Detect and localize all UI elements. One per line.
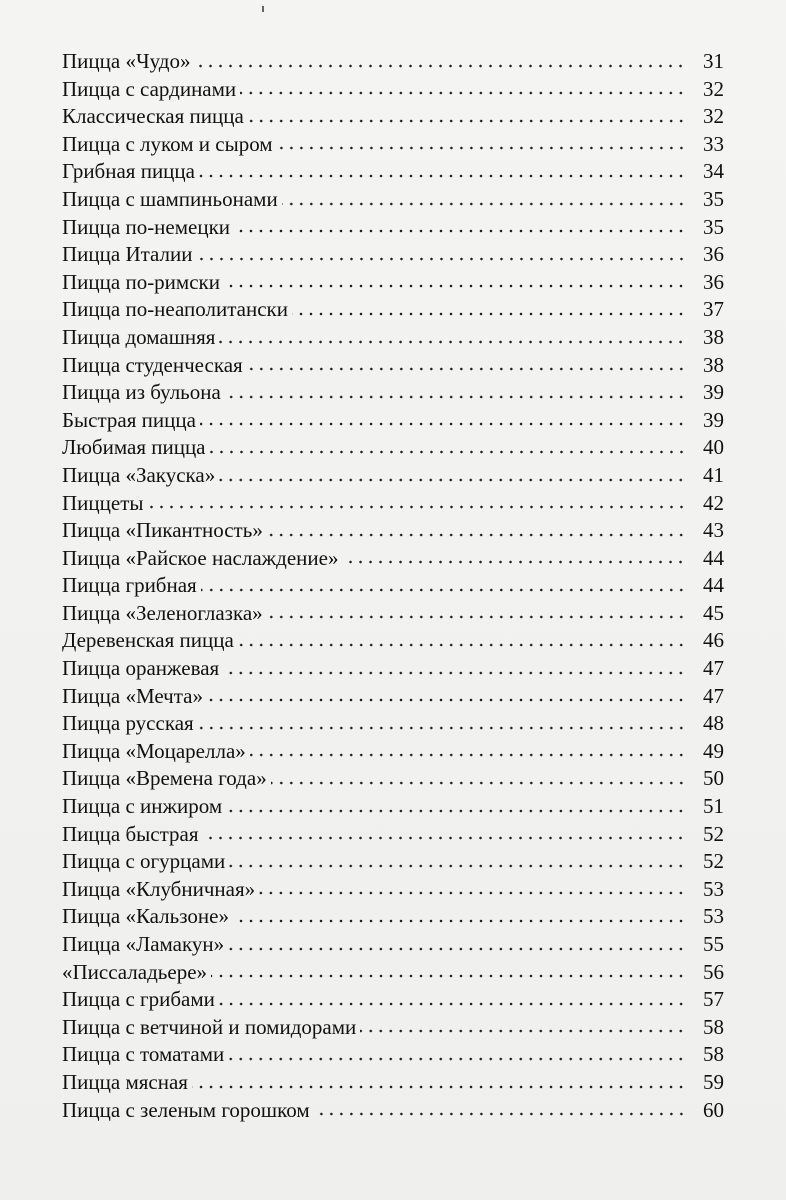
toc-entry-title: Пицца студенческая: [62, 352, 243, 377]
toc-entry-title: Классическая пицца: [62, 104, 244, 129]
toc-entry: [62, 903, 724, 931]
toc-entry-title: Пицца с сардинами: [62, 76, 237, 101]
toc-entry-page-number: 50: [703, 766, 724, 791]
dot-leader: [225, 394, 686, 400]
toc-entry: [62, 821, 724, 849]
dot-leader: [194, 63, 686, 69]
dot-leader: [240, 90, 686, 96]
dot-leader: [267, 532, 686, 538]
dot-leader: [224, 283, 686, 289]
toc-entry-page-number: 52: [703, 821, 724, 846]
toc-entry-page-number: 57: [703, 987, 724, 1012]
dot-leader: [148, 504, 687, 510]
dot-leader: [228, 946, 686, 952]
toc-entry-page-number: 37: [703, 297, 724, 322]
toc-entry-page-number: 39: [703, 380, 724, 405]
toc-entry-title: Пицца Италии: [62, 242, 193, 267]
table-of-contents: [62, 48, 724, 1124]
toc-entry: [62, 765, 724, 793]
toc-entry-page-number: 56: [703, 959, 724, 984]
toc-entry: [62, 959, 724, 987]
toc-entry-title: Пицца быстрая: [62, 821, 199, 846]
toc-entry-title: Пицца мясная: [62, 1069, 188, 1094]
toc-entry-title: Пицца с зеленым горошком: [62, 1097, 310, 1122]
toc-entry-page-number: 39: [703, 407, 724, 432]
toc-entry-page-number: 58: [703, 1042, 724, 1067]
dot-leader: [247, 366, 686, 372]
toc-entry-page-number: 35: [703, 214, 724, 239]
dot-leader: [342, 559, 686, 565]
dot-leader: [259, 890, 686, 896]
toc-entry-title: Пицца домашняя: [62, 324, 216, 349]
toc-entry-page-number: 42: [703, 490, 724, 515]
dot-leader: [277, 145, 686, 151]
toc-entry-title: Деревенская пицца: [62, 628, 234, 653]
toc-entry: [62, 131, 724, 159]
toc-entry: [62, 931, 724, 959]
dot-leader: [360, 1028, 686, 1034]
toc-entry: [62, 517, 724, 545]
dot-leader: [198, 725, 686, 731]
toc-entry-title: Пицца «Чудо»: [62, 49, 191, 73]
toc-entry-page-number: 40: [703, 435, 724, 460]
toc-entry-page-number: 46: [703, 628, 724, 653]
toc-entry-page-number: 45: [703, 600, 724, 625]
toc-entry-title: Пицца по-римски: [62, 269, 220, 294]
toc-entry-page-number: 44: [703, 545, 724, 570]
toc-entry: [62, 545, 724, 573]
toc-entry: [62, 434, 724, 462]
dot-leader: [200, 421, 686, 427]
toc-entry-title: Любимая пицца: [62, 435, 206, 460]
toc-entry-title: Пицца «Пикантность»: [62, 518, 263, 543]
dot-leader: [250, 752, 686, 758]
toc-entry: [62, 1097, 724, 1125]
toc-entry-page-number: 36: [703, 269, 724, 294]
toc-entry-title: Грибная пицца: [62, 159, 195, 184]
dot-leader: [219, 339, 686, 345]
toc-entry-page-number: 31: [703, 49, 724, 73]
dot-leader: [207, 697, 686, 703]
toc-entry-title: Пицца «Зеленоглазка»: [62, 600, 263, 625]
toc-entry-title: «Писсаладьере»: [62, 959, 208, 984]
dot-leader: [229, 863, 686, 869]
toc-entry-page-number: 36: [703, 242, 724, 267]
toc-entry-page-number: 53: [703, 876, 724, 901]
toc-entry-title: Пицца с ветчиной и помидорами: [62, 1014, 357, 1039]
toc-entry: [62, 103, 724, 131]
toc-entry: [62, 1041, 724, 1069]
toc-entry: [62, 158, 724, 186]
toc-entry: [62, 627, 724, 655]
toc-entry-title: Пицца «Мечта»: [62, 683, 203, 708]
toc-entry-title: Пицца «Времена года»: [62, 766, 267, 791]
toc-entry: [62, 600, 724, 628]
dot-leader: [192, 1084, 686, 1090]
toc-entry-page-number: 35: [703, 186, 724, 211]
toc-entry: [62, 848, 724, 876]
toc-entry-page-number: 51: [703, 794, 724, 819]
toc-entry-title: Быстрая пицца: [62, 407, 196, 432]
toc-entry-page-number: 48: [703, 711, 724, 736]
dot-leader: [248, 118, 686, 124]
toc-entry-page-number: 38: [703, 324, 724, 349]
toc-entry-page-number: 43: [703, 518, 724, 543]
toc-entry-title: Пицца с луком и сыром: [62, 131, 273, 156]
dot-leader: [219, 1001, 686, 1007]
toc-entry-title: Пицца «Закуска»: [62, 462, 216, 487]
dot-leader: [223, 670, 686, 676]
toc-entry-title: Пицца оранжевая: [62, 656, 220, 681]
toc-entry-page-number: 41: [703, 462, 724, 487]
toc-entry-page-number: 52: [703, 849, 724, 874]
toc-entry: [62, 1069, 724, 1097]
toc-entry-title: Пицца с огурцами: [62, 849, 226, 874]
toc-entry-title: Пицца русская: [62, 711, 194, 736]
toc-entry: [62, 76, 724, 104]
toc-entry-title: Пицца по-немецки: [62, 214, 231, 239]
toc-entry-title: Пицца с томатами: [62, 1042, 225, 1067]
toc-entry-title: Пицца «Райское наслаждение»: [62, 545, 339, 570]
toc-entry: [62, 186, 724, 214]
dot-leader: [233, 918, 686, 924]
toc-entry-title: Пиццеты: [62, 490, 144, 515]
toc-entry-title: Пицца по-неаполитански: [62, 297, 288, 322]
toc-entry-page-number: 44: [703, 573, 724, 598]
toc-entry-title: Пицца с грибами: [62, 987, 215, 1012]
toc-entry: [62, 986, 724, 1014]
toc-entry-page-number: 47: [703, 683, 724, 708]
dot-leader: [210, 449, 686, 455]
dot-leader: [228, 1056, 686, 1062]
toc-entry-page-number: 34: [703, 159, 724, 184]
toc-entry-page-number: 32: [703, 76, 724, 101]
toc-entry-page-number: 49: [703, 738, 724, 763]
toc-entry-page-number: 53: [703, 904, 724, 929]
print-mark: [262, 6, 264, 12]
dot-leader: [199, 173, 686, 179]
toc-entry: [62, 296, 724, 324]
dot-leader: [219, 477, 686, 483]
dot-leader: [314, 1111, 686, 1117]
toc-entry: [62, 490, 724, 518]
toc-entry: [62, 710, 724, 738]
toc-entry-page-number: 60: [703, 1097, 724, 1122]
dot-leader: [271, 780, 686, 786]
toc-entry: [62, 48, 724, 76]
toc-entry: [62, 655, 724, 683]
toc-entry-page-number: 59: [703, 1069, 724, 1094]
toc-entry-page-number: 32: [703, 104, 724, 129]
toc-entry-title: Пицца «Моцарелла»: [62, 738, 246, 763]
dot-leader: [234, 228, 686, 234]
toc-entry: [62, 738, 724, 766]
dot-leader: [282, 201, 686, 207]
toc-entry: [62, 269, 724, 297]
toc-entry-page-number: 33: [703, 131, 724, 156]
toc-entry-page-number: 58: [703, 1014, 724, 1039]
toc-entry: [62, 407, 724, 435]
toc-entry: [62, 324, 724, 352]
dot-leader: [267, 614, 686, 620]
toc-entry: [62, 379, 724, 407]
dot-leader: [292, 311, 686, 317]
toc-entry: [62, 793, 724, 821]
toc-entry: [62, 214, 724, 242]
toc-entry: [62, 876, 724, 904]
dot-leader: [211, 973, 686, 979]
toc-entry-title: Пицца «Кальзоне»: [62, 904, 229, 929]
dot-leader: [201, 587, 686, 593]
toc-entry-title: Пицца «Клубничная»: [62, 876, 256, 901]
toc-entry-page-number: 47: [703, 656, 724, 681]
toc-entry-title: Пицца с шампиньонами: [62, 186, 278, 211]
toc-entry: [62, 241, 724, 269]
toc-entry: [62, 462, 724, 490]
dot-leader: [197, 256, 686, 262]
dot-leader: [202, 835, 686, 841]
toc-entry: [62, 683, 724, 711]
toc-entry-page-number: 38: [703, 352, 724, 377]
dot-leader: [238, 642, 686, 648]
dot-leader: [226, 808, 686, 814]
toc-entry-title: Пицца с инжиром: [62, 794, 223, 819]
toc-entry-title: Пицца из бульона: [62, 380, 221, 405]
toc-entry-title: Пицца грибная: [62, 573, 197, 598]
toc-entry: [62, 1014, 724, 1042]
toc-entry: [62, 352, 724, 380]
toc-entry-page-number: 55: [703, 932, 724, 956]
toc-entry: [62, 572, 724, 600]
toc-entry-title: Пицца «Ламакун»: [62, 932, 225, 956]
